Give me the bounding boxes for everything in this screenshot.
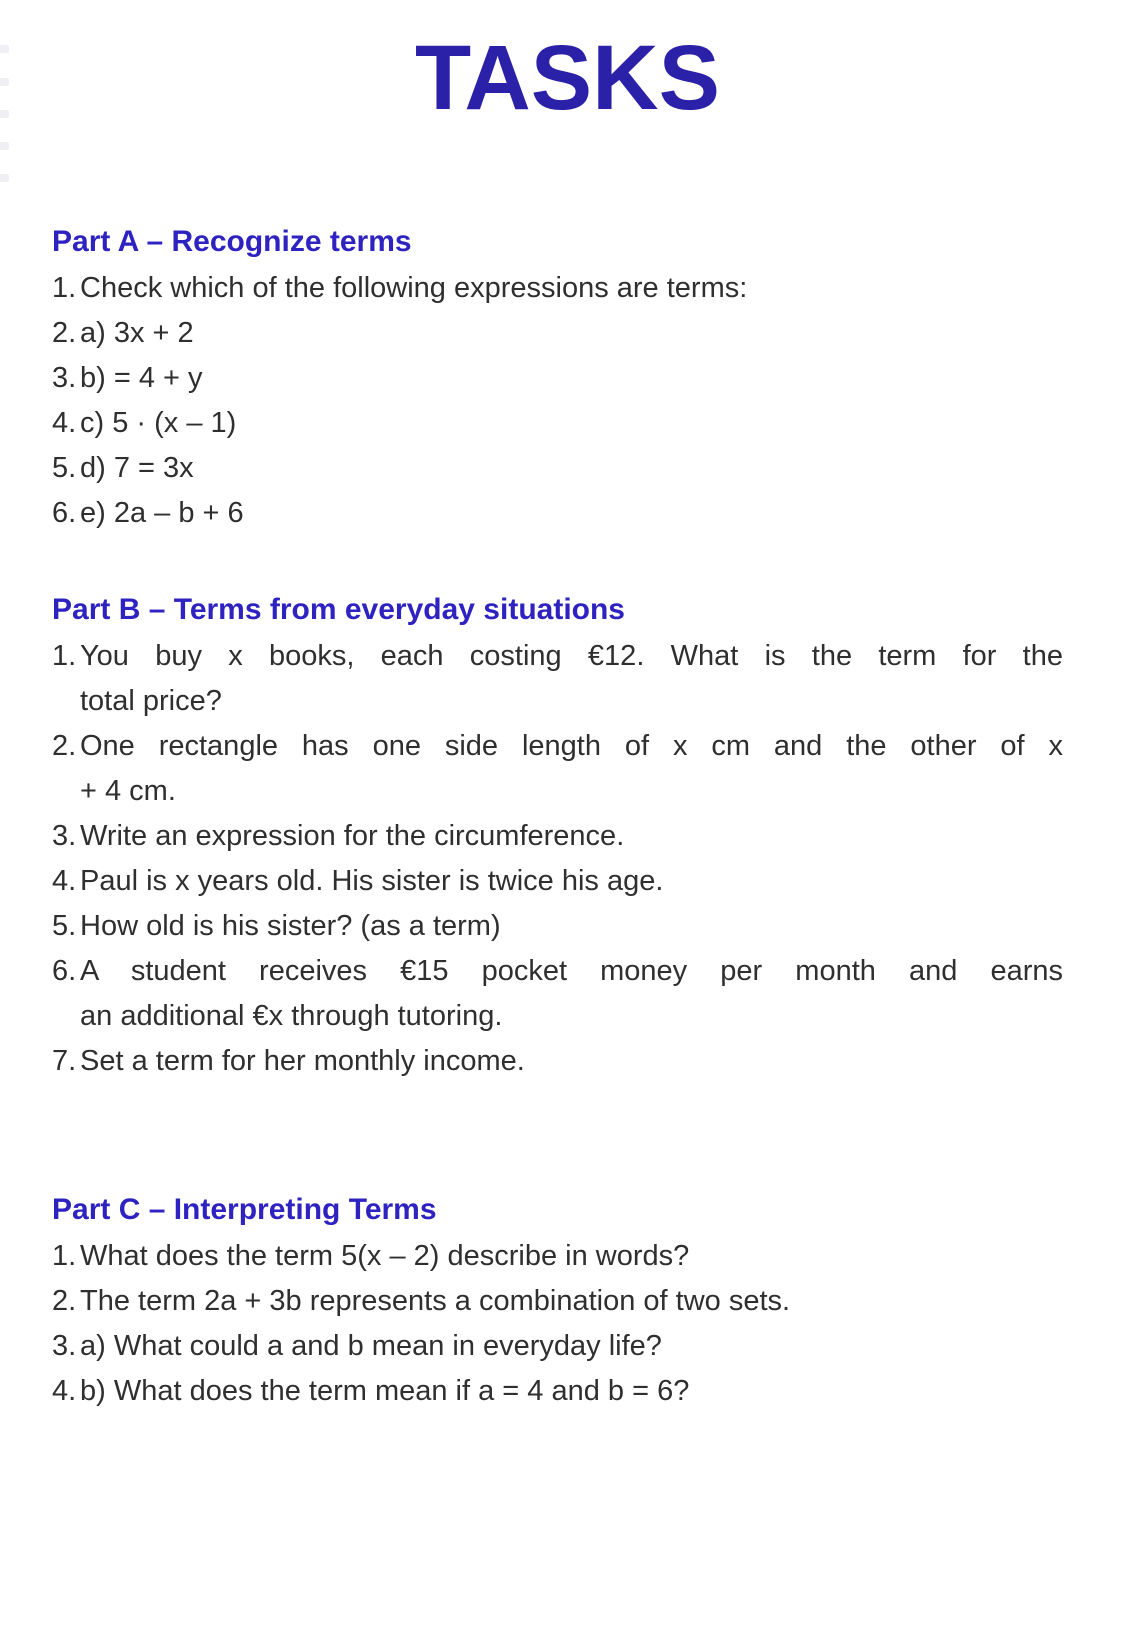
list-item <box>52 311 1063 356</box>
page-edge-artifact <box>0 45 9 53</box>
page-title: TASKS <box>415 27 720 129</box>
item-line: The term 2a + 3b represents a combination of two sets. <box>80 1284 791 1317</box>
list-item <box>52 401 1063 446</box>
item-number: 3. <box>52 819 77 852</box>
item-number: 2. <box>52 1284 77 1317</box>
list-item <box>52 266 1063 311</box>
item-number: 7. <box>52 1044 77 1077</box>
heading-part-a: Part A – Recognize terms <box>52 224 412 258</box>
item-line: a) 3x + 2 <box>80 316 194 349</box>
list-item <box>52 1369 1063 1414</box>
item-line: a) What could a and b mean in everyday life? <box>80 1329 662 1362</box>
item-number: 5. <box>52 451 77 484</box>
page-edge-artifact <box>0 110 9 118</box>
item-line: Set a term for her monthly income. <box>80 1044 525 1077</box>
section-part-c <box>52 1190 1063 1414</box>
list-item <box>52 1234 1063 1279</box>
list-item <box>52 1279 1063 1324</box>
item-line: + 4 cm. <box>80 774 176 807</box>
item-number: 4. <box>52 1374 77 1407</box>
list-item <box>52 1039 1063 1084</box>
item-line: A student receives €15 pocket money per month and earns <box>80 954 1063 987</box>
item-line: b) What does the term mean if a = 4 and b = 6? <box>80 1374 690 1407</box>
page-edge-artifact <box>0 78 9 86</box>
item-number: 1. <box>52 639 77 672</box>
item-number: 6. <box>52 954 77 987</box>
list-item <box>52 356 1063 401</box>
item-number: 1. <box>52 271 77 304</box>
worksheet-page <box>0 26 1135 1636</box>
item-line: c) 5 · (x – 1) <box>80 406 237 439</box>
list-item <box>52 491 1063 536</box>
item-number: 6. <box>52 496 77 529</box>
list-item <box>52 446 1063 491</box>
list-item <box>52 859 1063 904</box>
item-line: e) 2a – b + 6 <box>80 496 244 529</box>
item-line: d) 7 = 3x <box>80 451 194 484</box>
item-line: Write an expression for the circumference. <box>80 819 625 852</box>
item-line: total price? <box>80 684 222 717</box>
list-item <box>52 814 1063 859</box>
item-number: 3. <box>52 361 77 394</box>
item-line: What does the term 5(x – 2) describe in words? <box>80 1239 690 1272</box>
list-item <box>52 904 1063 949</box>
item-line: You buy x books, each costing €12. What is the term for the <box>80 639 1063 672</box>
item-line: an additional €x through tutoring. <box>80 999 503 1032</box>
list-item <box>52 1324 1063 1369</box>
part-b-list <box>52 634 1063 1084</box>
page-edge-artifact <box>0 142 9 150</box>
item-number: 5. <box>52 909 77 942</box>
item-line: Paul is x years old. His sister is twice his age. <box>80 864 664 897</box>
item-number: 3. <box>52 1329 77 1362</box>
list-item <box>52 634 1063 724</box>
item-line: Check which of the following expressions are terms: <box>80 271 748 304</box>
item-number: 2. <box>52 316 77 349</box>
item-line: One rectangle has one side length of x cm and the other of x <box>80 729 1063 762</box>
list-item <box>52 949 1063 1039</box>
item-line: How old is his sister? (as a term) <box>80 909 501 942</box>
part-c-list <box>52 1234 1063 1414</box>
item-line: b) = 4 + y <box>80 361 203 394</box>
content-column <box>0 222 1135 1414</box>
section-part-b <box>52 590 1063 1084</box>
item-number: 2. <box>52 729 77 762</box>
part-a-list <box>52 266 1063 536</box>
heading-part-c: Part C – Interpreting Terms <box>52 1192 437 1226</box>
item-number: 4. <box>52 406 77 439</box>
list-item <box>52 724 1063 814</box>
section-part-a <box>52 222 1063 536</box>
heading-part-b: Part B – Terms from everyday situations <box>52 592 625 626</box>
page-edge-artifact <box>0 174 9 182</box>
item-number: 4. <box>52 864 77 897</box>
item-number: 1. <box>52 1239 77 1272</box>
